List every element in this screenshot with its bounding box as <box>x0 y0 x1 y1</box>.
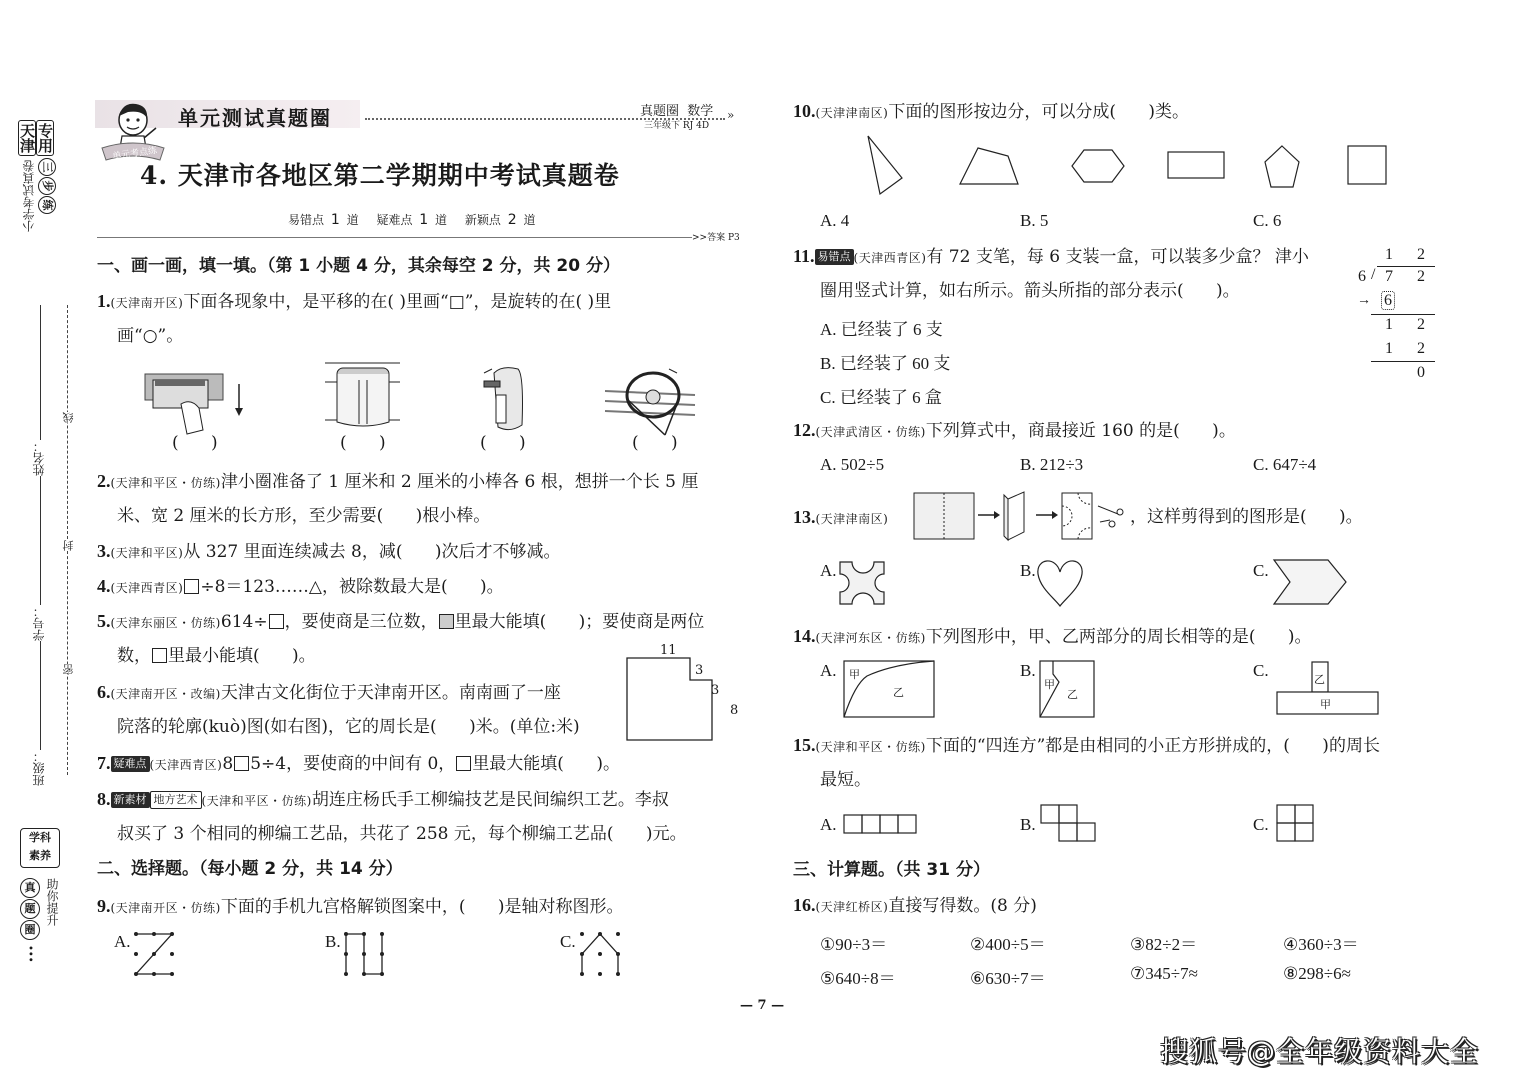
side-top-badge-2 <box>36 120 54 156</box>
label-notch-v: 3 <box>695 663 704 678</box>
grade-label: 三年级下 RJ 4D <box>644 121 710 131</box>
question-text: 有 72 支笔，每 6 支装一盒，可以装多少盒？ 津小 <box>926 247 1309 267</box>
question-source: (天津和平区・仿练) <box>201 794 312 808</box>
division-bar <box>1377 266 1435 267</box>
question-text: 里最大能填( )。 <box>472 754 620 774</box>
circle-zhen: 真 <box>20 878 40 898</box>
q9-option-a[interactable]: A. <box>114 932 131 951</box>
stat-count-novel: 2 <box>507 212 517 228</box>
answer-ref[interactable]: >>答案 P3 <box>692 233 740 243</box>
blank-square <box>439 614 454 629</box>
question-source: (天津西青区) <box>110 581 184 595</box>
question-12 <box>793 420 1236 442</box>
q15-option-b[interactable]: B. <box>1020 815 1036 834</box>
question-6 <box>97 682 561 704</box>
class-label: 班级： <box>32 750 46 786</box>
question-number: 8. <box>97 789 111 809</box>
calc-item-6[interactable]: ⑥630÷7＝ <box>970 969 1046 988</box>
stat-count-error-prone: 1 <box>330 212 340 228</box>
cut-shape-a <box>838 558 888 608</box>
seal-char-mi: 密 <box>62 664 75 675</box>
tetromino-a-line <box>843 814 917 834</box>
question-13 <box>793 507 888 529</box>
highlighted-product: 6 <box>1381 291 1395 310</box>
stat-label-error-prone: 易错点 <box>288 213 325 227</box>
question-text: 直接写得数。(8 分) <box>888 896 1037 916</box>
question-text: 下面的手机九宫格解锁图案中，( )是轴对称图形。 <box>220 897 624 917</box>
product-digit: 2 <box>1417 340 1425 357</box>
question-number: 6. <box>97 682 111 702</box>
answer-rule <box>97 237 692 238</box>
student-no-label: 学号： <box>32 605 46 641</box>
question-number: 14. <box>793 626 816 646</box>
label-yi: 乙 <box>1314 673 1325 686</box>
division-rule <box>1371 314 1435 315</box>
question-text: 8 <box>222 754 234 774</box>
section-3-heading: 三、计算题。（共 31 分） <box>793 860 990 880</box>
picture-revolving-door <box>325 360 400 430</box>
question-text: 数， <box>117 646 151 666</box>
calc-item-8[interactable]: ⑧298÷6≈ <box>1283 964 1351 983</box>
question-number: 16. <box>793 895 816 915</box>
q15-option-a[interactable]: A. <box>820 815 837 834</box>
seal-char-xian: 线 <box>62 412 75 423</box>
tetromino-b-s <box>1040 804 1096 844</box>
local-art-tag: 地方艺术 <box>150 791 202 809</box>
badge-xueke: 学科 <box>29 831 51 844</box>
calc-item-3[interactable]: ③82÷2＝ <box>1130 935 1198 954</box>
q10-option-c[interactable]: C. 6 <box>1253 211 1282 230</box>
question-number: 7. <box>97 753 111 773</box>
name-line[interactable] <box>40 305 41 765</box>
label-yi: 乙 <box>893 686 904 699</box>
stat-label-novel: 新颖点 <box>464 213 501 227</box>
side-badge-tianjin: 天津 <box>18 120 36 156</box>
q13-option-c[interactable]: C. <box>1253 561 1269 580</box>
q11-option-b[interactable]: B. 已经装了 60 支 <box>820 354 951 373</box>
question-8 <box>97 789 669 811</box>
question-number: 3. <box>97 541 111 561</box>
question-7 <box>97 753 620 775</box>
banner-title: 单元测试真题圈 <box>178 106 332 130</box>
division-rule <box>1371 361 1435 362</box>
question-6-line2: 院落的轮廓(kuò)图(如右图)，它的周长是( )米。(单位:米) <box>117 717 580 737</box>
question-source: (天津西青区) <box>149 758 223 772</box>
side-strip <box>0 0 90 1080</box>
question-2 <box>97 471 698 493</box>
question-13-text: ，这样剪得到的图形是( )。 <box>1130 507 1363 527</box>
dividend-digit: 7 <box>1385 268 1393 285</box>
question-10 <box>793 101 1189 123</box>
question-4 <box>97 576 504 598</box>
blank-square <box>184 579 199 594</box>
perimeter-figure-b <box>1039 660 1095 720</box>
label-right: 8 <box>730 703 739 718</box>
question-number: 5. <box>97 611 111 631</box>
triangle-shape <box>868 136 902 194</box>
label-jia: 甲 <box>1044 678 1055 691</box>
side-top-badge <box>18 120 36 156</box>
q13-option-a[interactable]: A. <box>820 561 837 580</box>
answer-blank-3[interactable]: ( ) <box>480 433 526 453</box>
paper-fold-steps <box>912 490 1132 545</box>
watermark: 搜狐号@全年级资料大全 <box>1160 1035 1480 1068</box>
page-number: — 7 — <box>740 998 785 1013</box>
question-source: (天津津南区) <box>815 512 889 526</box>
q13-option-b[interactable]: B. <box>1020 561 1036 580</box>
question-9 <box>97 896 624 918</box>
side-bottom-slogan: 助你提升 <box>45 878 59 926</box>
question-text: 下列图形中，甲、乙两部分的周长相等的是( )。 <box>925 627 1312 647</box>
label-yi: 乙 <box>1067 688 1078 701</box>
question-text: 下面的图形按边分，可以分成( )类。 <box>888 102 1190 122</box>
divisor: 6 <box>1358 268 1366 285</box>
question-text: 津小圈准备了 1 厘米和 2 厘米的小棒各 6 根，想拼一个长 5 厘 <box>220 472 699 492</box>
circle-bu: 步 <box>38 177 56 195</box>
question-text: ，要使商是三位数， <box>284 612 438 632</box>
question-number: 13. <box>793 507 816 527</box>
question-source: (天津和平区・仿练) <box>110 476 221 490</box>
question-11 <box>793 246 1309 268</box>
remainder-digit: 1 <box>1385 316 1393 333</box>
q10-option-a[interactable]: A. 4 <box>820 211 850 230</box>
question-text: 下面的“四连方”都是由相同的小正方形拼成的，( )的周长 <box>925 736 1380 756</box>
calc-item-4[interactable]: ④360÷3＝ <box>1283 935 1359 954</box>
answer-blank-1[interactable]: ( ) <box>172 433 218 453</box>
picture-juicer <box>480 365 530 435</box>
question-source: (天津南开区・改编) <box>110 687 221 701</box>
tetromino-c-square <box>1276 804 1316 844</box>
question-text: 下列算式中，商最接近 160 的是( )。 <box>925 421 1236 441</box>
question-source: (天津武清区・仿练) <box>815 425 926 439</box>
new-material-tag: 新素材 <box>111 792 150 808</box>
q14-option-a[interactable]: A. <box>820 661 837 680</box>
q9-option-b[interactable]: B. <box>325 932 341 951</box>
exam-title: 4. 天津市各地区第二学期期中考试真题卷 <box>140 161 620 190</box>
label-top: 11 <box>660 643 677 658</box>
badge-suyang: 素养 <box>29 849 51 862</box>
q14-option-c[interactable]: C. <box>1253 661 1269 680</box>
question-number: 4. <box>97 576 111 596</box>
question-source: (天津南开区) <box>110 296 184 310</box>
stat-count-difficult: 1 <box>419 212 429 228</box>
lock-pattern-a <box>130 930 180 980</box>
question-2-line2: 米、宽 2 厘米的长方形，至少需要( )根小棒。 <box>117 506 491 526</box>
question-source: (天津红桥区) <box>815 900 889 914</box>
long-division <box>1355 246 1440 386</box>
question-text: 天津古文化街位于天津南开区。南南画了一座 <box>220 683 561 703</box>
label-notch-h: 3 <box>711 683 720 698</box>
question-number: 15. <box>793 735 816 755</box>
quotient-digit: 2 <box>1417 246 1425 263</box>
question-text: ÷8＝123……△，被除数最大是( )。 <box>200 577 504 597</box>
perimeter-figure-a <box>843 660 935 720</box>
question-text: 5÷4，要使商的中间有 0， <box>250 754 456 774</box>
question-stats <box>288 211 535 228</box>
calc-item-1[interactable]: ①90÷3＝ <box>820 935 888 954</box>
label-jia: 甲 <box>849 668 860 681</box>
lock-pattern-b <box>340 930 390 980</box>
quotient-digit: 1 <box>1385 246 1393 263</box>
question-8-line2: 叔买了 3 个相同的柳编工艺品，共花了 258 元，每个柳编工艺品( )元。 <box>117 824 687 844</box>
question-5 <box>97 611 704 633</box>
side-top-circles <box>38 158 56 214</box>
calc-item-5[interactable]: ⑤640÷8＝ <box>820 969 896 988</box>
blank-square <box>456 756 471 771</box>
blank-square <box>152 648 167 663</box>
question-source: (天津津南区) <box>815 106 889 120</box>
q15-option-c[interactable]: C. <box>1253 815 1269 834</box>
dividend-digit: 2 <box>1417 268 1425 285</box>
banner-ribbon-text: 单元考点练 <box>111 145 158 163</box>
stat-unit: 道 <box>435 213 448 227</box>
courtyard-outline-figure <box>620 645 750 745</box>
label-jia: 甲 <box>1320 698 1331 711</box>
side-dots: ••• <box>24 945 35 963</box>
question-number: 11. <box>793 246 815 266</box>
question-text: 从 327 里面连续减去 8，减( )次后才不够减。 <box>183 542 561 562</box>
scissors-icon <box>1098 506 1123 527</box>
question-number: 1. <box>97 291 111 311</box>
question-3 <box>97 541 561 563</box>
stat-unit: 道 <box>346 213 359 227</box>
error-prone-tag: 易错点 <box>815 249 854 265</box>
question-source: (天津和平区・仿练) <box>815 740 926 754</box>
calc-item-7[interactable]: ⑦345÷7≈ <box>1130 964 1198 983</box>
final-remainder: 0 <box>1417 364 1425 381</box>
q10-option-b[interactable]: B. 5 <box>1020 211 1049 230</box>
division-bracket: / <box>1371 266 1376 283</box>
circle-san: 三 <box>38 158 56 176</box>
question-1-line2: 画“○”。 <box>117 326 184 346</box>
side-bottom-badge <box>20 828 60 868</box>
question-number: 12. <box>793 420 816 440</box>
question-text: 胡连庄杨氏手工柳编技艺是民间编织工艺。李叔 <box>311 790 669 810</box>
section-2-heading: 二、选择题。（每小题 2 分，共 14 分） <box>97 859 403 879</box>
question-source: (天津西青区) <box>853 251 927 265</box>
blank-square <box>269 614 284 629</box>
question-text: 614÷ <box>220 612 268 632</box>
question-15 <box>793 735 1380 757</box>
q11-option-a[interactable]: A. 已经装了 6 支 <box>820 320 943 339</box>
question-16 <box>793 895 1037 917</box>
blank-square <box>234 756 249 771</box>
seal-char-feng: 封 <box>62 540 75 551</box>
product-digit: 1 <box>1385 340 1393 357</box>
question-text: 里最小能填( )。 <box>168 646 316 666</box>
q12-option-c[interactable]: C. 647÷4 <box>1253 455 1317 474</box>
cut-shape-c-chevron <box>1270 558 1350 608</box>
q10-shapes <box>860 130 1400 200</box>
name-label: 姓名： <box>32 440 46 476</box>
q11-option-c[interactable]: C. 已经装了 6 盒 <box>820 388 942 407</box>
q12-option-a[interactable]: A. 502÷5 <box>820 455 885 474</box>
question-text: 里最大能填( )；要使商是两位 <box>454 612 705 632</box>
stat-unit: 道 <box>523 213 536 227</box>
question-14 <box>793 626 1312 648</box>
question-1 <box>97 291 611 313</box>
remainder-digit: 2 <box>1417 316 1425 333</box>
picture-steering-wheel <box>605 365 695 435</box>
header-arrows: » <box>727 108 735 122</box>
q9-option-c[interactable]: C. <box>560 932 576 951</box>
question-number: 2. <box>97 471 111 491</box>
side-top-title: 小学考试真卷 <box>22 160 36 232</box>
section-1-heading: 一、画一画，填一填。（第 1 小题 4 分，其余每空 2 分，共 20 分） <box>97 256 620 276</box>
question-source: (天津南开区・仿练) <box>110 901 221 915</box>
side-badge-zhuanyong: 专用 <box>36 120 54 156</box>
question-source: (天津河东区・仿练) <box>815 631 926 645</box>
question-5-line2 <box>117 646 316 666</box>
cut-shape-b-heart <box>1036 558 1086 608</box>
q14-option-b[interactable]: B. <box>1020 661 1036 680</box>
circle-quan: 圈 <box>20 920 40 940</box>
answer-blank-2[interactable]: ( ) <box>340 433 386 453</box>
perimeter-figure-c <box>1276 661 1380 717</box>
question-source: (天津和平区) <box>110 546 184 560</box>
lock-pattern-c <box>576 930 626 980</box>
stat-label-difficult: 疑难点 <box>376 213 413 227</box>
question-text: 下面各现象中，是平移的在( )里画“□”，是旋转的在( )里 <box>183 292 612 312</box>
calc-item-2[interactable]: ②400÷5＝ <box>970 935 1046 954</box>
question-number: 10. <box>793 101 816 121</box>
circle-ti: 题 <box>20 899 40 919</box>
arrow-icon: → <box>1357 293 1371 308</box>
side-bottom-circles <box>20 878 40 940</box>
question-15-line2: 最短。 <box>820 770 871 790</box>
q12-option-b[interactable]: B. 212÷3 <box>1020 455 1084 474</box>
brand-label: 真题圈 数学 <box>640 104 714 119</box>
question-number: 9. <box>97 896 111 916</box>
question-11-line2: 圈用竖式计算，如右所示。箭头所指的部分表示( )。 <box>820 281 1240 301</box>
question-source: (天津东丽区・仿练) <box>110 616 221 630</box>
circle-lian: 练 <box>38 196 56 214</box>
answer-blank-4[interactable]: ( ) <box>632 433 678 453</box>
difficult-tag: 疑难点 <box>111 756 150 772</box>
